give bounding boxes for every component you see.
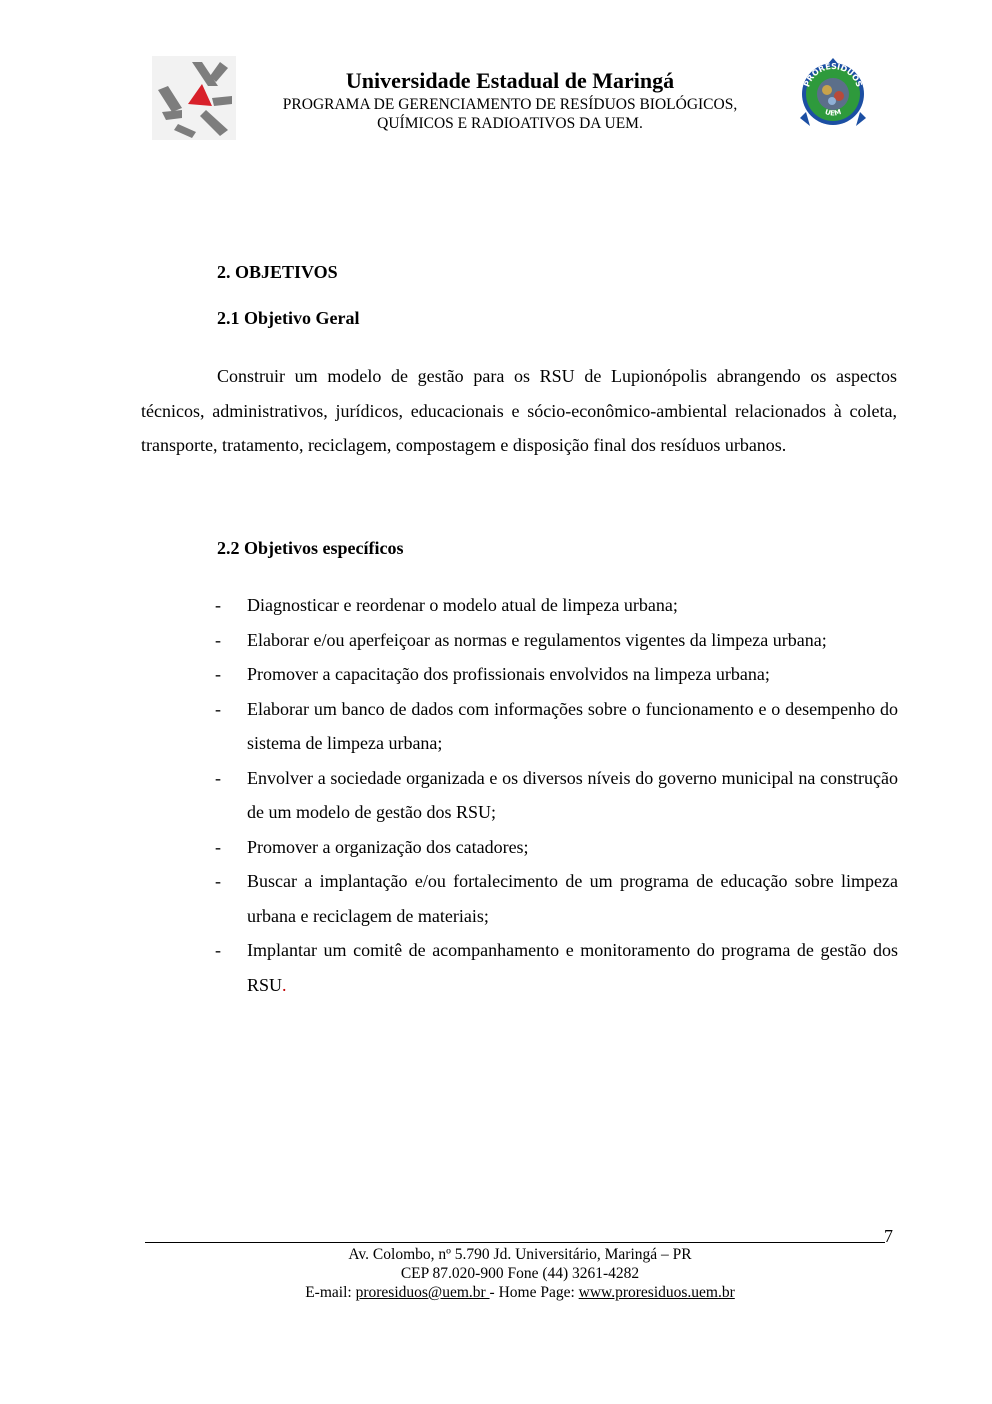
subsection-general-title: 2.1 Objetivo Geral [217,308,360,328]
footer-contacts [200,1283,840,1302]
program-subtitle-line2: QUÍMICOS E RADIOATIVOS DA UEM. [377,115,643,132]
logo-text-top: PRORESÍDUOS [802,61,864,89]
subsection-specific-title: 2.2 Objetivos específicos [217,538,404,558]
homepage-label: - Home Page: [489,1284,579,1301]
homepage-link[interactable]: www.proresiduos.uem.br [578,1284,735,1301]
list-dash: - [215,767,221,788]
list-item: - Promover a organização dos catadores; [215,830,898,865]
proresiduos-logo-icon [796,56,870,132]
uem-logo-icon [152,56,236,140]
footer-divider [145,1242,885,1243]
list-dash: - [215,940,221,960]
list-dash: - [215,836,221,857]
list-item: - Elaborar um banco de dados com informações sobre o funcionamento e o desempenho do sistema de limpeza urbana; [215,692,898,761]
list-item: - Envolver a sociedade organizada e os diversos níveis do governo municipal na construção de um modelo de gestão dos RSU; [215,761,898,830]
email-label: E-mail: [305,1284,356,1301]
list-dash: - [215,664,221,684]
section-title: 2. OBJETIVOS [217,262,338,282]
logo-text-bottom: UEM [823,108,843,118]
list-dash: - [215,629,221,650]
list-item: - Buscar a implantação e/ou fortalecimento de um programa de educação sobre limpeza urbana e reciclagem de materiais; [215,864,898,933]
page-number: 7 [884,1226,893,1246]
list-item: - Implantar um comitê de acompanhamento e monitoramento do programa de gestão dos RSU. [215,933,898,1002]
list-dash: - [215,698,221,719]
general-objective-paragraph: Construir um modelo de gestão para os RSU de Lupionópolis abrangendo os aspectos técnicos, administrativos, jurídicos, educacionais e sócio-econômico-ambiental relacionados à coleta, transporte, tratamento, reciclagem, compostagem e disposição final dos resíduos urbanos. [141,366,897,455]
list-item: - Diagnosticar e reordenar o modelo atual de limpeza urbana; [215,588,898,623]
list-item: - Elaborar e/ou aperfeiçoar as normas e regulamentos vigentes da limpeza urbana; [215,623,898,658]
footer-address: Av. Colombo, nº 5.790 Jd. Universitário, Maringá – PR [348,1246,692,1263]
list-dash: - [215,871,221,891]
university-title: Universidade Estadual de Maringá [345,68,675,93]
end-period: . [282,974,287,995]
program-subtitle-line1: PROGRAMA DE GERENCIAMENTO DE RESÍDUOS BIOLÓGICOS, [282,96,738,113]
specific-objectives-list [215,588,898,1002]
list-item: - Promover a capacitação dos profissionais envolvidos na limpeza urbana; [215,657,898,692]
list-dash: - [215,595,221,615]
email-link[interactable]: proresiduos@uem.br [355,1284,490,1301]
footer-cep-phone: CEP 87.020-900 Fone (44) 3261-4282 [400,1265,640,1282]
